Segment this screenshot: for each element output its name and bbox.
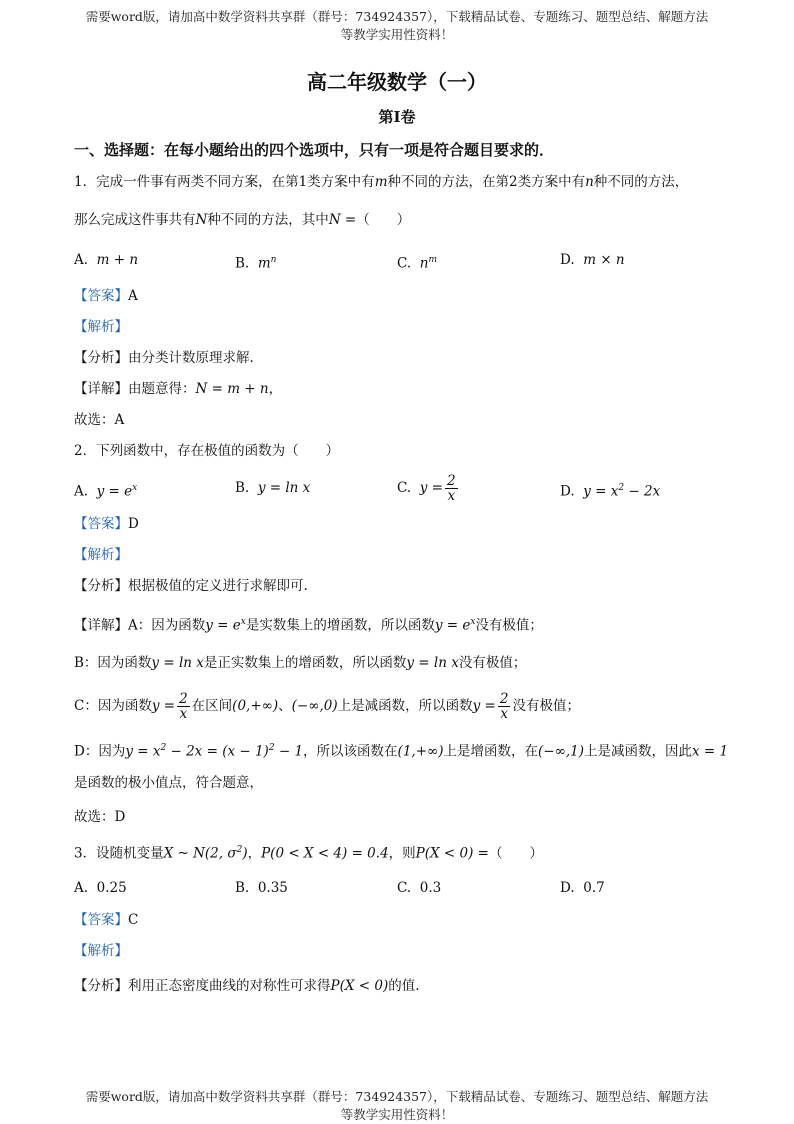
- math-exp: 2: [160, 743, 167, 753]
- math: ): [242, 845, 248, 862]
- q3-analysis: [74, 941, 128, 961]
- numerator: 2: [499, 691, 509, 707]
- text: 上是减函数，所以函数: [337, 698, 473, 714]
- q2-choice: 故选：D: [74, 809, 126, 825]
- footer-banner-line2: 等教学实用性资料！: [340, 1107, 454, 1122]
- option-base: m: [257, 255, 271, 272]
- math: P(X < 0): [330, 978, 389, 994]
- q2-fenxi: [74, 576, 308, 596]
- option-expr-tail: − 2x: [624, 483, 661, 500]
- q1-var-n: n: [585, 174, 594, 190]
- option-exp: x: [132, 483, 138, 493]
- math-exp: 2: [268, 743, 275, 753]
- q1-option-a: [74, 250, 138, 270]
- q1-detail: [74, 379, 282, 399]
- text: 没有极值；: [475, 617, 543, 634]
- q1-var-m: m: [374, 174, 388, 190]
- q2-detail-b: [74, 653, 526, 673]
- math: y = ln x: [406, 655, 459, 671]
- option-label: C.: [397, 255, 412, 272]
- answer-tag: 【答案】: [74, 288, 128, 304]
- analysis-tag: 【解析】: [74, 943, 128, 959]
- text: 没有极值；: [512, 698, 580, 714]
- q1-option-c: [397, 250, 437, 274]
- q3-fenxi: [74, 976, 420, 996]
- q1-detail-punct: ，: [268, 381, 283, 397]
- option-value: 0.3: [419, 880, 442, 896]
- q2-option-b: [235, 478, 310, 498]
- math: − 1: [274, 743, 304, 760]
- option-label: D.: [560, 483, 575, 500]
- answer-tag: 【答案】: [74, 516, 128, 532]
- denominator: x: [179, 706, 188, 722]
- q2-fenxi-text: 根据极值的定义进行求解即可.: [128, 578, 308, 594]
- q3-answer: [74, 910, 138, 930]
- math-exp: x: [240, 617, 246, 627]
- text: B：因为函数: [74, 655, 152, 671]
- text: ，则: [388, 845, 416, 862]
- math: y = e: [205, 617, 241, 634]
- option-expr: m + n: [96, 252, 139, 268]
- q1-analysis: [74, 317, 128, 337]
- option-label: B.: [235, 255, 250, 272]
- math: (1,+∞): [397, 743, 444, 760]
- q3-answer-value: C: [128, 912, 139, 928]
- text: 3．设随机变量: [74, 845, 164, 862]
- math: y = ln x: [151, 655, 204, 671]
- q1-option-d: [560, 250, 625, 270]
- option-exp: m: [428, 255, 437, 265]
- analysis-tag: 【解析】: [74, 547, 128, 563]
- text: D：因为: [74, 743, 126, 760]
- q1-detail-text: 由题意得：: [128, 381, 196, 397]
- q2-answer: [74, 514, 139, 534]
- q1-answer-value: A: [128, 288, 138, 304]
- option-label: B.: [235, 480, 250, 496]
- fraction: [445, 474, 458, 503]
- text: 、: [278, 698, 292, 714]
- fenxi-tag: 【分析】: [74, 350, 128, 366]
- option-value: 0.25: [96, 880, 127, 896]
- q1-text-b: 种不同的方法，在第2类方案中有: [387, 174, 586, 190]
- analysis-tag: 【解析】: [74, 319, 128, 335]
- option-exp: 2: [618, 483, 625, 493]
- detail-tag: 【详解】: [74, 381, 128, 397]
- volume-subtitle: 第Ⅰ卷: [378, 108, 416, 126]
- q1-stem-line1: [74, 172, 688, 192]
- header-banner: [0, 8, 794, 44]
- fenxi-tag: 【分析】: [74, 978, 128, 994]
- numerator: 2: [179, 691, 188, 707]
- denominator: x: [447, 488, 456, 504]
- footer-banner: [0, 1088, 794, 1124]
- math: (−∞,0): [291, 698, 338, 714]
- math: (−∞,1): [538, 743, 585, 760]
- math: x = 1: [692, 743, 729, 760]
- option-label: C.: [397, 880, 412, 896]
- text: 在区间: [191, 698, 233, 714]
- math: P(X < 0) =: [415, 845, 489, 862]
- q2-option-d: [560, 478, 660, 502]
- q1-blank: （ ）: [356, 212, 411, 228]
- math: (0,+∞): [232, 698, 279, 714]
- option-label: D.: [560, 252, 575, 268]
- q1-stem-line2: [74, 210, 410, 230]
- q3-stem: [74, 840, 543, 864]
- option-expr: m × n: [583, 252, 625, 268]
- fraction: [498, 692, 511, 721]
- option-exp: n: [270, 255, 277, 265]
- math: − 2x = (x − 1): [166, 743, 269, 760]
- text: ，: [247, 845, 262, 862]
- q1-choice: 故选：A: [74, 412, 125, 428]
- option-label: A.: [74, 252, 89, 268]
- text: 利用正态密度曲线的对称性可求得: [128, 978, 331, 994]
- math-exp: x: [470, 617, 476, 627]
- text: 是正实数集上的增函数，所以函数: [203, 655, 407, 671]
- q1-text-e: 种不同的方法，其中: [207, 212, 329, 228]
- section-heading: 一、选择题：在每小题给出的四个选项中，只有一项是符合题目要求的．: [74, 141, 555, 159]
- text: C：因为函数: [74, 698, 152, 714]
- q3-option-b: [235, 878, 288, 898]
- q2-detail-d-line2: 是函数的极小值点，符合题意，: [74, 775, 263, 791]
- math-exp: 2: [236, 845, 243, 855]
- text: 的值.: [388, 978, 420, 994]
- detail-tag: 【详解】: [74, 617, 128, 634]
- math: X ~ N(2, σ: [163, 845, 237, 862]
- math: y =: [472, 698, 496, 714]
- text: 上是减函数，因此: [584, 743, 693, 760]
- text: 是实数集上的增函数，所以函数: [245, 617, 435, 634]
- text: （ ）: [488, 845, 543, 862]
- q3-option-c: [397, 878, 441, 898]
- q1-answer: [74, 286, 138, 306]
- q2-detail-d: [74, 738, 728, 762]
- answer-tag: 【答案】: [74, 912, 128, 928]
- numerator: 2: [446, 473, 456, 489]
- q1-eq-N: N =: [328, 212, 357, 228]
- option-label: B.: [235, 880, 250, 896]
- header-banner-line2: 等教学实用性资料！: [340, 27, 454, 42]
- q1-var-N: N: [195, 212, 208, 228]
- option-expr: y = ln x: [257, 480, 311, 496]
- math: y = e: [434, 617, 471, 634]
- q1-option-b: [235, 250, 276, 274]
- q1-detail-eq: N = m + n: [195, 381, 269, 397]
- q1-text-c: 种不同的方法，: [593, 174, 689, 190]
- option-label: D.: [560, 880, 575, 896]
- text: ，所以该函数在: [303, 743, 398, 760]
- math: P(0 < X < 4) = 0.4: [261, 845, 389, 862]
- option-label: A.: [74, 483, 89, 500]
- math: y =: [151, 698, 176, 714]
- q1-text-d: 那么完成这件事共有: [74, 212, 196, 228]
- option-expr: y = e: [96, 483, 133, 500]
- option-label: A.: [74, 880, 89, 896]
- q2-detail-a: [74, 612, 543, 636]
- q3-option-a: [74, 878, 127, 898]
- q1-text-a: 1．完成一件事有两类不同方案，在第1类方案中有: [74, 174, 375, 190]
- q3-option-d: [560, 878, 605, 898]
- q1-fenxi-text: 由分类计数原理求解.: [128, 350, 254, 366]
- document-title: 高二年级数学（一）: [307, 70, 487, 94]
- text: 上是增函数，在: [443, 743, 539, 760]
- q2-option-a: [74, 478, 137, 502]
- q2-analysis: [74, 545, 128, 565]
- denominator: x: [500, 706, 508, 722]
- option-base: n: [419, 255, 429, 272]
- fenxi-tag: 【分析】: [74, 578, 128, 594]
- text: 没有极值；: [458, 655, 527, 671]
- q2-option-c: [397, 468, 460, 508]
- option-value: 0.35: [257, 880, 288, 896]
- option-expr: y = x: [583, 483, 619, 500]
- option-expr: y =: [419, 480, 443, 496]
- q1-fenxi: [74, 348, 254, 368]
- text: A：因为函数: [128, 617, 206, 634]
- fraction: [177, 692, 190, 721]
- option-label: C.: [397, 480, 412, 496]
- math: y = x: [125, 743, 161, 760]
- q2-detail-c: [74, 686, 580, 726]
- header-banner-line1: 需要word版，请加高中数学资料共享群（群号：734924357），下载精品试卷、专题练习、题型总结、解题方法: [85, 9, 709, 24]
- q2-answer-value: D: [128, 516, 139, 532]
- footer-banner-line1: 需要word版，请加高中数学资料共享群（群号：734924357），下载精品试卷、专题练习、题型总结、解题方法: [85, 1089, 709, 1104]
- option-value: 0.7: [583, 880, 605, 896]
- q2-stem: 2．下列函数中，存在极值的函数为（ ）: [74, 443, 340, 459]
